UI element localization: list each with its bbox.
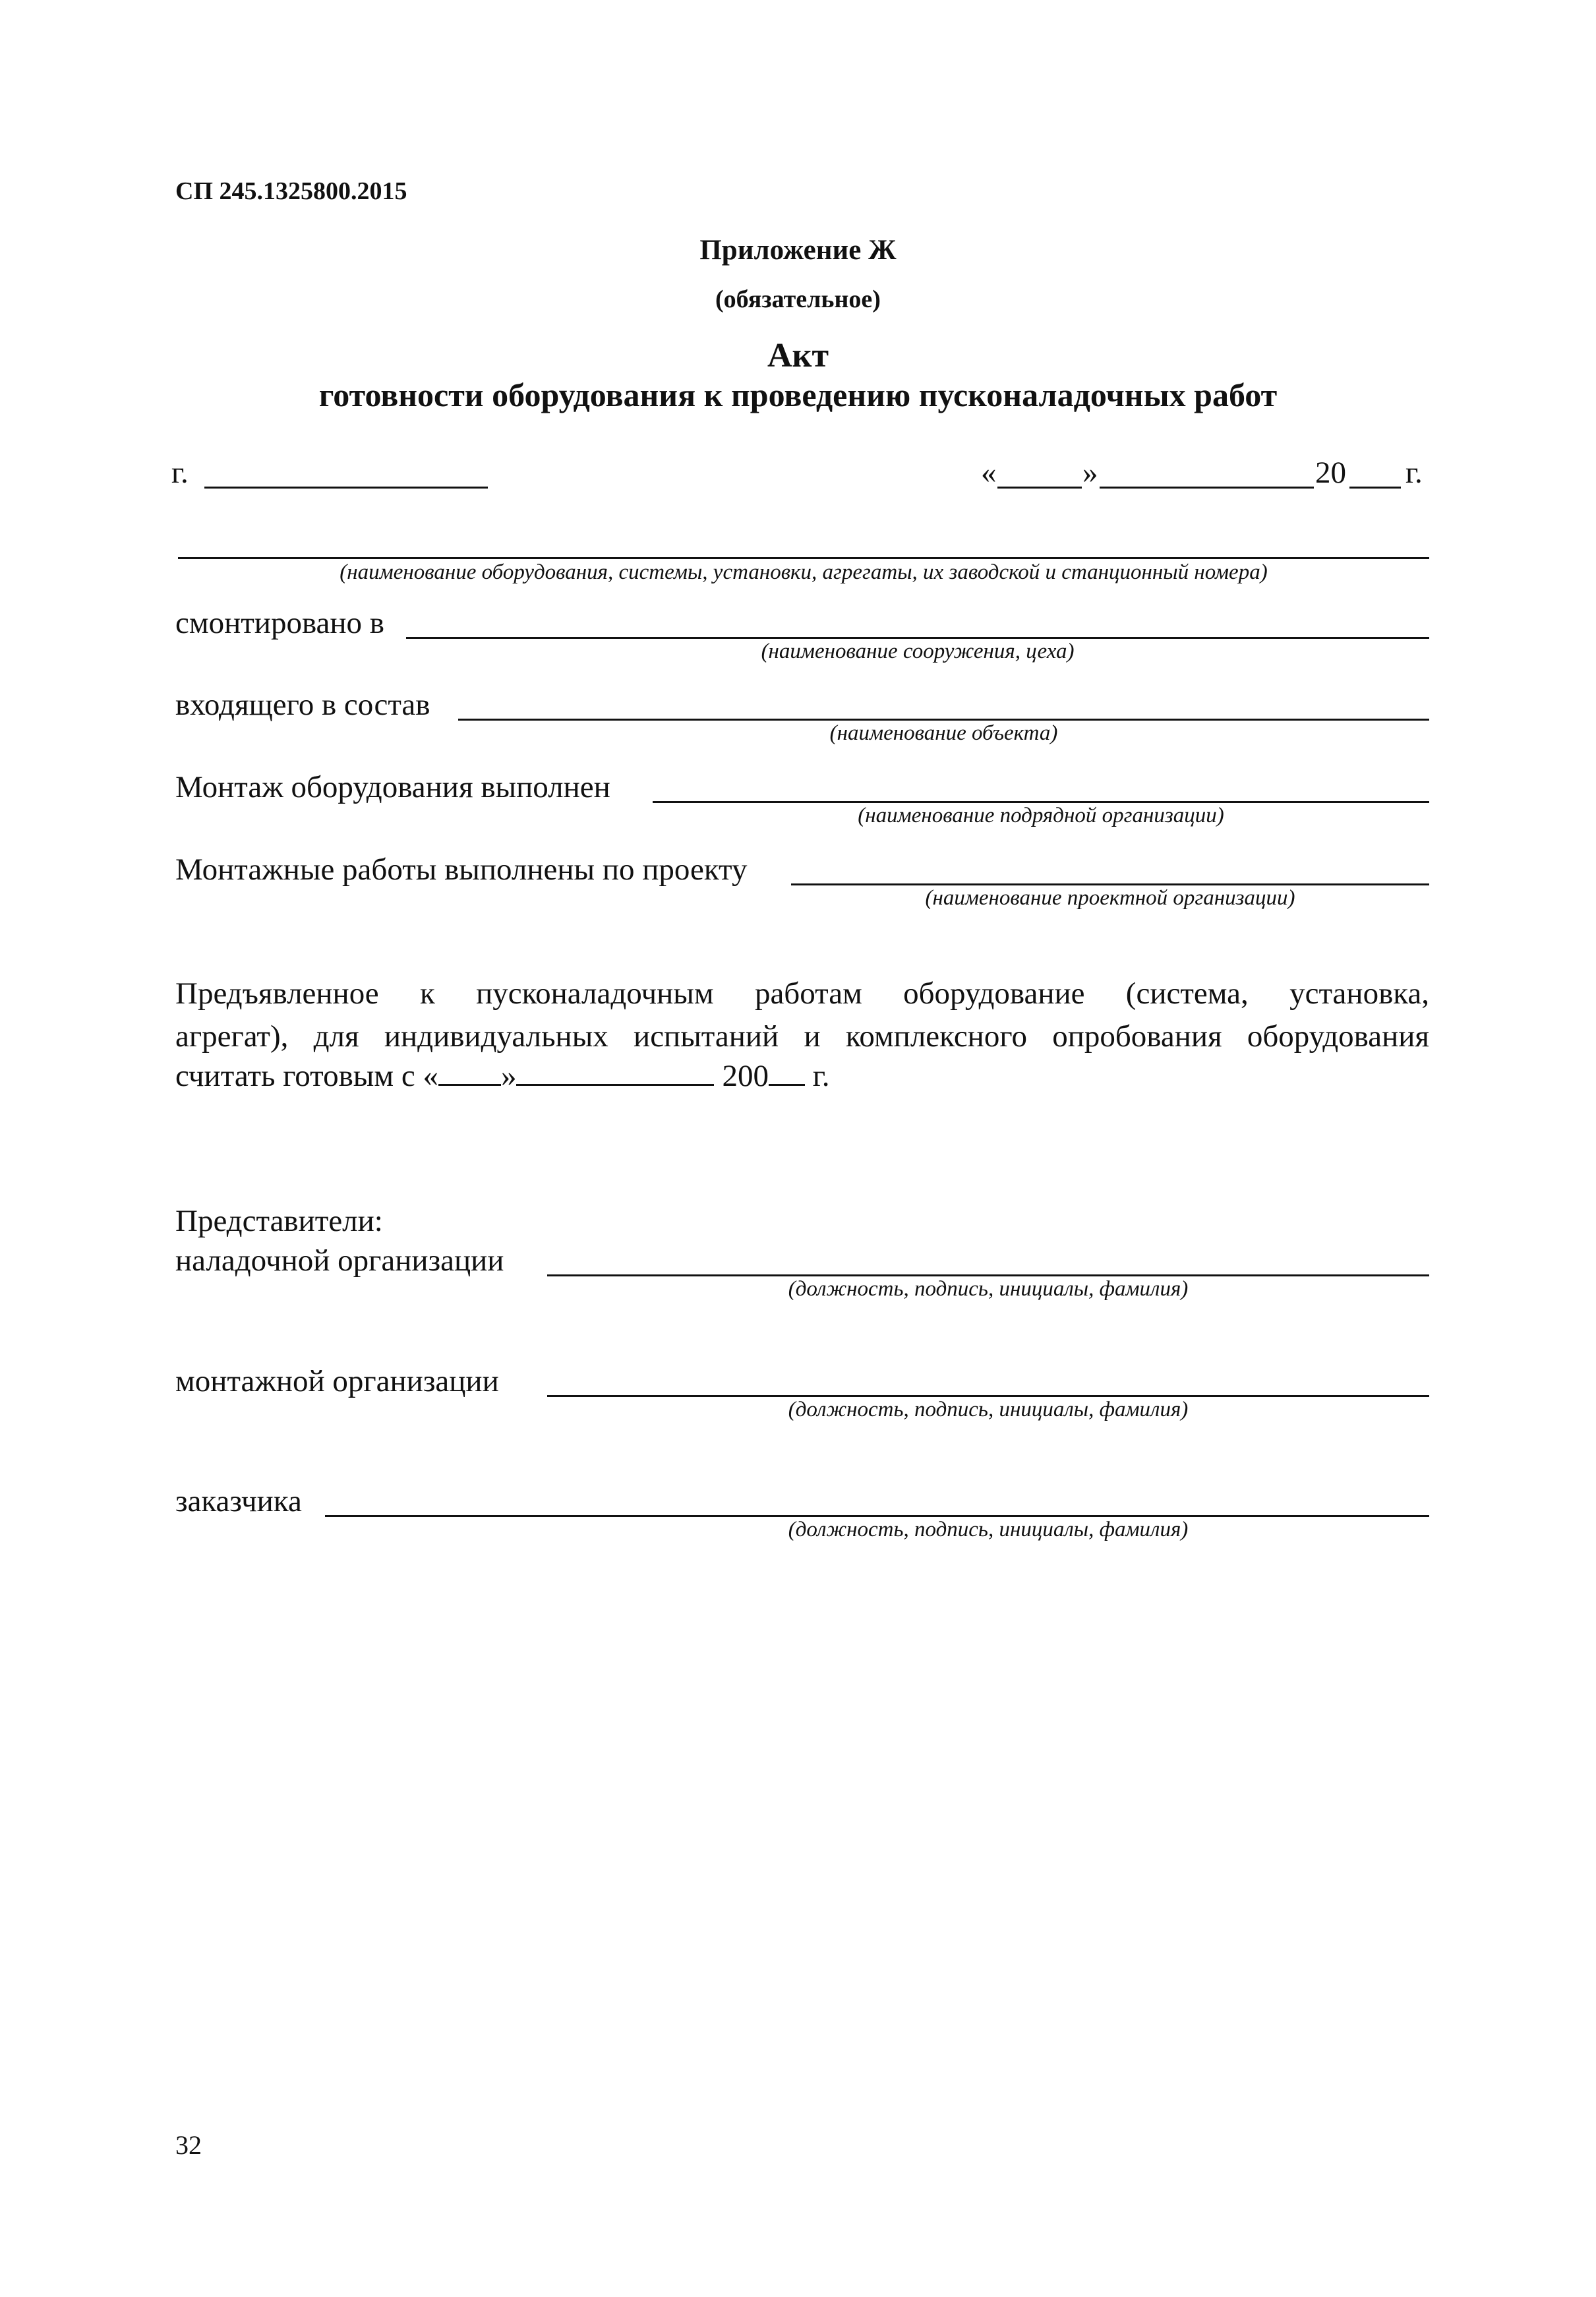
ready-month-field[interactable] (516, 1055, 714, 1086)
mounted-caption: (наименование сооружения, цеха) (761, 640, 1075, 663)
statement-close-quote: » (500, 1059, 517, 1093)
ready-year-field[interactable] (769, 1055, 805, 1086)
act-subtitle: готовности оборудования к проведению пусконаладочных работ (318, 376, 1278, 413)
date-century: 20 (1315, 456, 1346, 490)
page-number: 32 (175, 2130, 202, 2160)
city-field[interactable] (204, 487, 488, 489)
commissioning-org-caption: (должность, подпись, инициалы, фамилия) (788, 1277, 1189, 1301)
installation-label: Монтаж оборудования выполнен (175, 770, 610, 804)
mounted-field[interactable] (406, 637, 1429, 639)
ready-day-field[interactable] (438, 1055, 501, 1086)
customer-label: заказчика (175, 1484, 302, 1518)
appendix-status: (обязательное) (715, 285, 881, 313)
date-year-suffix: г. (1405, 456, 1423, 490)
commissioning-org-field[interactable] (547, 1274, 1429, 1276)
document-code: СП 245.1325800.2015 (175, 177, 407, 205)
appendix-title: Приложение Ж (699, 235, 897, 266)
project-field[interactable] (791, 883, 1429, 885)
project-caption: (наименование проектной организации) (925, 886, 1295, 910)
statement-year: 200 (722, 1059, 769, 1093)
customer-caption: (должность, подпись, инициалы, фамилия) (788, 1518, 1189, 1541)
statement-year-suffix: г. (804, 1059, 830, 1093)
city-prefix: г. (171, 456, 189, 490)
project-label: Монтажные работы выполнены по проекту (175, 852, 748, 887)
part-of-field[interactable] (458, 719, 1429, 721)
act-title: Акт (767, 337, 829, 374)
statement-prefix: считать готовым с « (175, 1059, 438, 1093)
representatives-heading: Представители: (175, 1204, 383, 1238)
date-open-quote: « (981, 456, 997, 490)
installation-caption: (наименование подрядной организации) (858, 804, 1224, 827)
statement-line-2 (175, 1015, 1429, 1058)
part-of-caption: (наименование объекта) (829, 721, 1058, 745)
equipment-caption: (наименование оборудования, системы, установки, агрегаты, их заводской и станционный номера) (340, 560, 1268, 584)
date-year-field[interactable] (1349, 487, 1401, 489)
installation-org-caption: (должность, подпись, инициалы, фамилия) (788, 1398, 1189, 1421)
mounted-label: смонтировано в (175, 606, 384, 640)
installation-org-field[interactable] (547, 1395, 1429, 1397)
installation-field[interactable] (653, 801, 1429, 803)
statement-text-2: агрегат), для индивидуальных испытаний и комплексного опробования оборудования (175, 1019, 1429, 1054)
equipment-field[interactable] (178, 557, 1429, 559)
statement-line-3 (175, 1055, 829, 1094)
part-of-label: входящего в состав (175, 688, 430, 722)
commissioning-org-label: наладочной организации (175, 1243, 504, 1278)
date-month-field[interactable] (1100, 487, 1314, 489)
date-close-quote: » (1082, 456, 1098, 490)
installation-org-label: монтажной организации (175, 1364, 499, 1398)
statement-text-1: Предъявленное к пусконаладочным работам оборудование (система, установка, (175, 976, 1429, 1011)
date-day-field[interactable] (997, 487, 1082, 489)
customer-field[interactable] (325, 1515, 1429, 1517)
statement-line-1 (175, 972, 1429, 1015)
